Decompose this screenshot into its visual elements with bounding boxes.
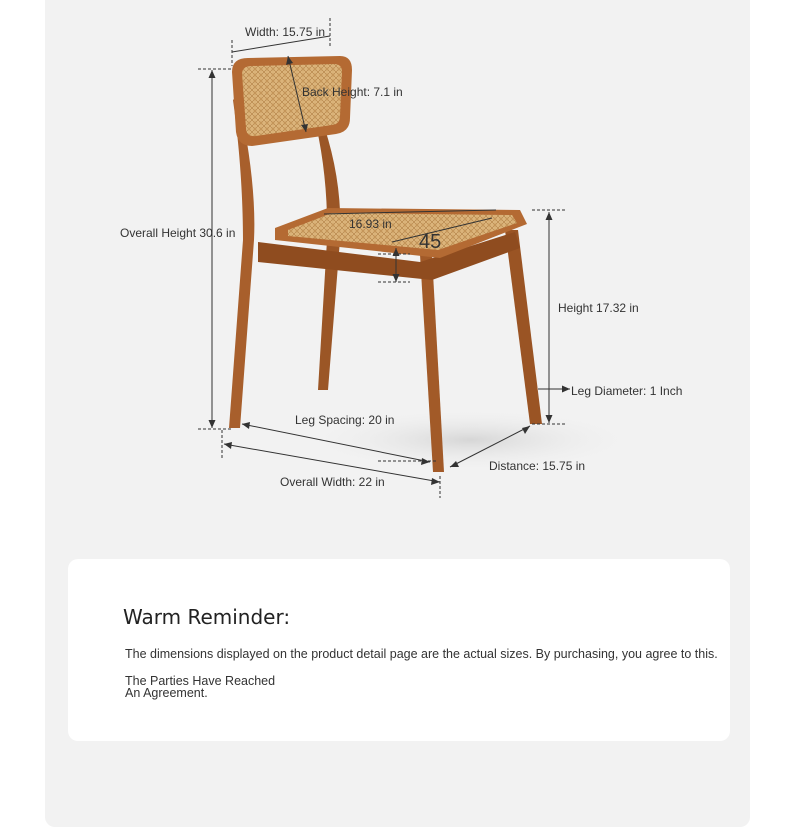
seat-depth-label: 45 (419, 231, 442, 253)
width-label: Width: 15.75 in (245, 25, 326, 39)
reminder-note-line1: The Parties Have Reached (125, 674, 276, 688)
distance-label: Distance: 15.75 in (489, 459, 586, 473)
reminder-note (125, 676, 275, 699)
reminder-title: Warm Reminder: (123, 605, 291, 629)
overall-height-label: Overall Height 30.6 in (120, 226, 236, 240)
back-height-label: Back Height: 7.1 in (302, 85, 403, 99)
warm-reminder-card (68, 559, 730, 741)
seat-height-label: Height 17.32 in (558, 301, 639, 315)
front-right-leg (505, 230, 542, 424)
seat-width-label: 16.93 in (349, 217, 392, 231)
overall-width-label: Overall Width: 22 in (280, 475, 385, 489)
leg-diameter-label: Leg Diameter: 1 Inch (571, 384, 683, 398)
leg-spacing-label: Leg Spacing: 20 in (295, 413, 395, 427)
reminder-body: The dimensions displayed on the product detail page are the actual sizes. By purchasing, you agree to this. (125, 647, 718, 661)
reminder-note-line2: An Agreement. (125, 685, 208, 700)
